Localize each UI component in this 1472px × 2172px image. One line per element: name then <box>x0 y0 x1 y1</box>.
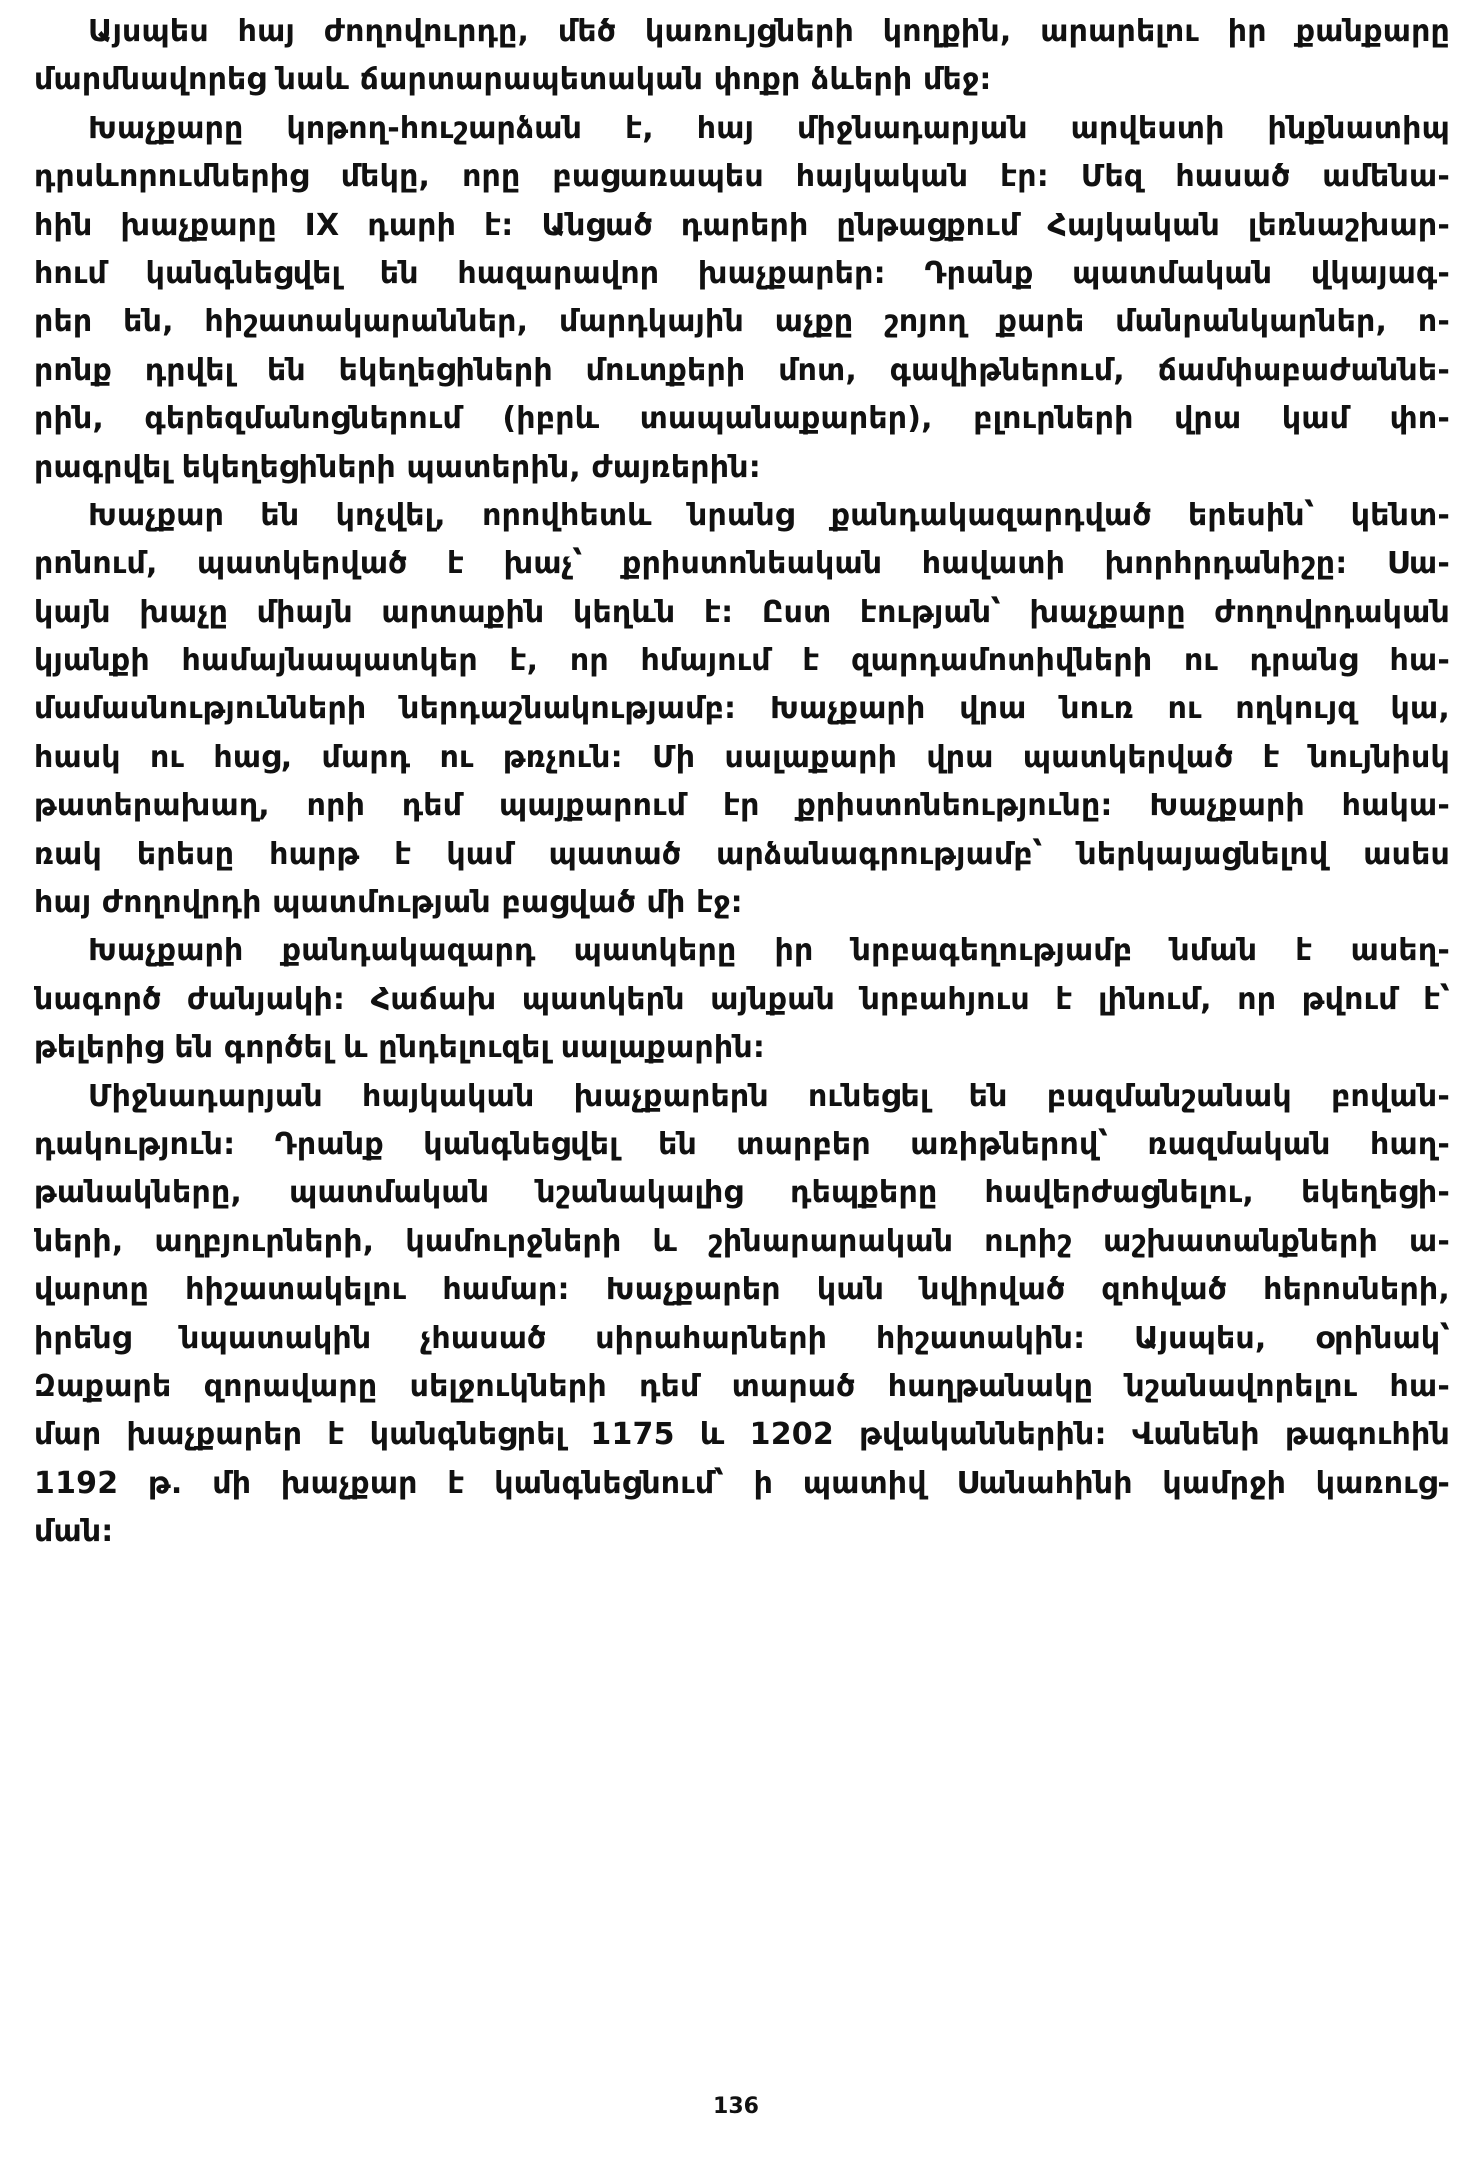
text-line: Խաչքարի քանդակազարդ պատկերը իր նրբագեղությամբ նման է ասեղ- <box>88 933 1450 969</box>
paragraph <box>34 492 1450 928</box>
text-line: կայն խաչը միայն արտաքին կեղևն է: Ըստ էության՝ խաչքարը ժողովրդական <box>34 594 1450 630</box>
text-line: հում կանգնեցվել են հազարավոր խաչքարեր: Դրանք պատմական վկայագ- <box>34 255 1450 291</box>
paragraph <box>34 105 1450 492</box>
text-line: ների, աղբյուրների, կամուրջների և շինարարական ուրիշ աշխատանքների ա- <box>34 1223 1450 1259</box>
text-line: ռակ երեսը հարթ է կամ պատած արձանագրությամբ՝ ներկայացնելով ասես <box>34 836 1450 872</box>
paragraph <box>34 1073 1450 1557</box>
paragraph <box>34 8 1450 105</box>
text-line: թելերից են գործել և ընդելուզել սալաքարին: <box>34 1030 766 1066</box>
text-line: րին, գերեզմանոցներում (իբրև տապանաքարեր), բլուրների վրա կամ փո- <box>34 401 1450 437</box>
text-line: Խաչքար են կոչվել, որովհետև նրանց քանդակազարդված երեսին՝ կենտ- <box>88 497 1450 533</box>
text-line: Զաքարե զորավարը սելջուկների դեմ տարած հաղթանակը նշանավորելու հա- <box>34 1368 1450 1404</box>
text-line: Այսպես հայ ժողովուրդը, մեծ կառույցների կողքին, արարելու իր քանքարը <box>88 14 1450 49</box>
text-line: հին խաչքարը IX դարի է: Անցած դարերի ընթացքում Հայկական լեռնաշխար- <box>34 207 1450 243</box>
text-line: իրենց նպատակին չհասած սիրահարների հիշատակին: Այսպես, օրինակ՝ <box>34 1320 1450 1356</box>
text-line: րոնք դրվել են եկեղեցիների մուտքերի մոտ, գավիթներում, ճամփաբաժաննե- <box>34 352 1450 388</box>
text-line: դրսևորումներից մեկը, որը բացառապես հայկական էր: Մեզ հասած ամենա- <box>34 159 1450 195</box>
text-line: թատերախաղ, որի դեմ պայքարում էր քրիստոնեությունը: Խաչքարի հակա- <box>34 788 1450 824</box>
text-line: Խաչքարը կոթող-հուշարձան է, հայ միջնադարյան արվեստի ինքնատիպ <box>88 110 1450 146</box>
text-line: ման: <box>34 1514 114 1550</box>
text-line: վարտը հիշատակելու համար: Խաչքարեր կան նվիրված զոհված հերոսների, <box>34 1272 1450 1308</box>
text-line: 1192 թ. մի խաչքար է կանգնեցնում՝ ի պատիվ Սանահինի կամրջի կառուց- <box>34 1465 1450 1501</box>
text-line: կյանքի համայնապատկեր է, որ հմայում է զարդամոտիվների ու դրանց հա- <box>34 643 1450 679</box>
text-line: մամասնությունների ներդաշնակությամբ: Խաչքարի վրա նուռ ու ողկույզ կա, <box>34 691 1450 727</box>
body-text <box>34 8 1450 1557</box>
page-number: 136 <box>713 2094 759 2119</box>
text-line: հասկ ու հաց, մարդ ու թռչուն: Մի սալաքարի վրա պատկերված է նույնիսկ <box>34 739 1450 775</box>
text-line: Միջնադարյան հայկական խաչքարերն ունեցել են բազմանշանակ բովան- <box>88 1078 1450 1114</box>
text-line: նագործ ժանյակի: Հաճախ պատկերն այնքան նրբահյուս է լինում, որ թվում է՝ <box>34 981 1450 1017</box>
text-line: րոնում, պատկերված է խաչ՝ քրիստոնեական հավատի խորհրդանիշը: Սա- <box>34 546 1450 582</box>
paragraph <box>34 927 1450 1072</box>
text-line: մարմնավորեց նաև ճարտարապետական փոքր ձևերի մեջ: <box>34 62 992 98</box>
text-line: րեր են, հիշատակարաններ, մարդկային աչքը շոյող քարե մանրանկարներ, ո- <box>34 304 1450 340</box>
text-line: րագրվել եկեղեցիների պատերին, ժայռերին: <box>34 449 761 485</box>
text-line: մար խաչքարեր է կանգնեցրել 1175 և 1202 թվականներին: Վանենի թագուհին <box>34 1417 1450 1453</box>
text-line: հայ ժողովրդի պատմության բացված մի էջ: <box>34 885 743 921</box>
text-line: թանակները, պատմական նշանակալից դեպքերը հավերժացնելու, եկեղեցի- <box>34 1175 1450 1211</box>
text-line: դակություն: Դրանք կանգնեցվել են տարբեր առիթներով՝ ռազմական հաղ- <box>34 1126 1450 1162</box>
